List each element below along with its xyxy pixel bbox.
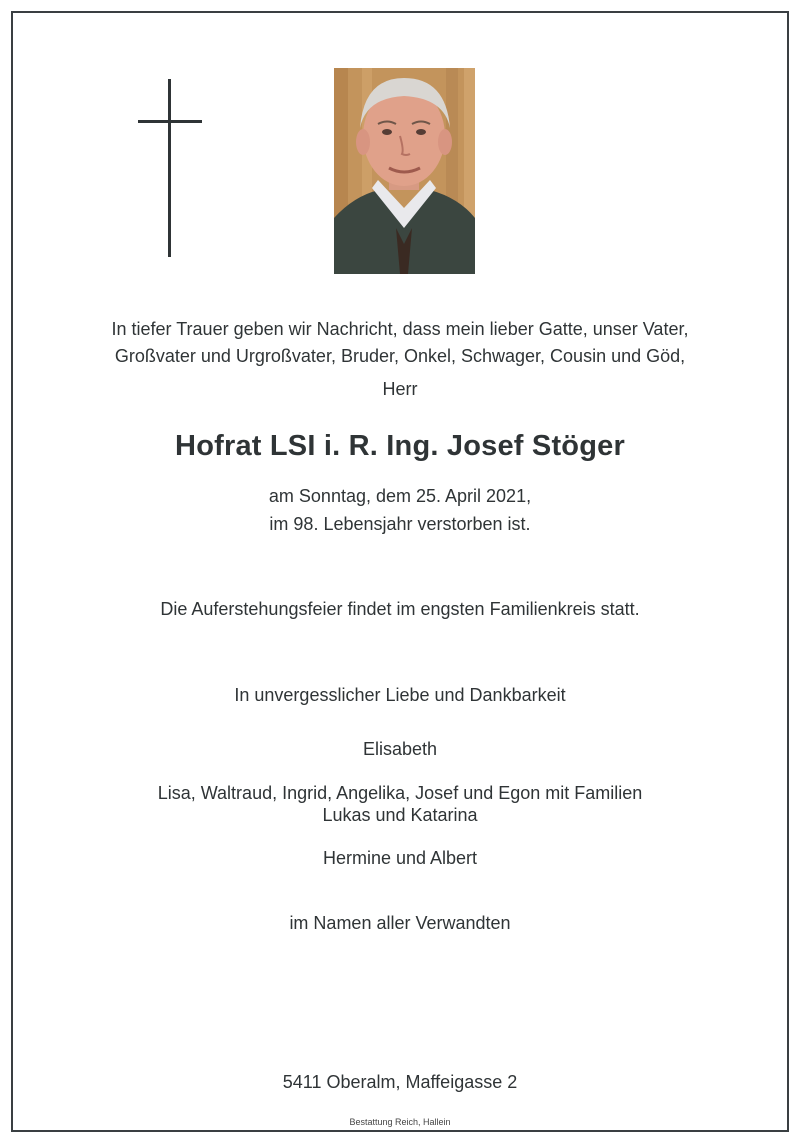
salutation: Herr — [382, 379, 418, 399]
mourner-spouse: Elisabeth — [362, 739, 438, 759]
age-line: im 98. Lebensjahr verstorben ist. — [269, 514, 531, 534]
intro-line-2: Großvater und Urgroßvater, Bruder, Onkel, Schwager, Cousin und Göd, — [114, 346, 686, 366]
mourner-siblings: Hermine und Albert — [322, 848, 478, 868]
intro-line-1: In tiefer Trauer geben wir Nachricht, dass mein lieber Gatte, unser Vater, — [111, 319, 689, 339]
address: 5411 Oberalm, Maffeigasse 2 — [282, 1072, 518, 1092]
closing-text: In unvergesslicher Liebe und Dankbarkeit — [234, 685, 566, 705]
mourner-relatives: im Namen aller Verwandten — [289, 913, 511, 933]
cross-icon — [138, 79, 202, 257]
deceased-name: Hofrat LSI i. R. Ing. Josef Stöger — [175, 430, 625, 462]
mourner-grandchildren: Lukas und Katarina — [322, 805, 478, 825]
portrait-photo — [334, 68, 475, 274]
death-date-line: am Sonntag, dem 25. April 2021, — [268, 486, 532, 506]
ceremony-text: Die Auferstehungsfeier findet im engsten Familienkreis statt. — [160, 599, 640, 619]
mourner-children: Lisa, Waltraud, Ingrid, Angelika, Josef und Egon mit Familien — [157, 783, 643, 803]
funeral-home: Bestattung Reich, Hallein — [349, 1117, 451, 1127]
